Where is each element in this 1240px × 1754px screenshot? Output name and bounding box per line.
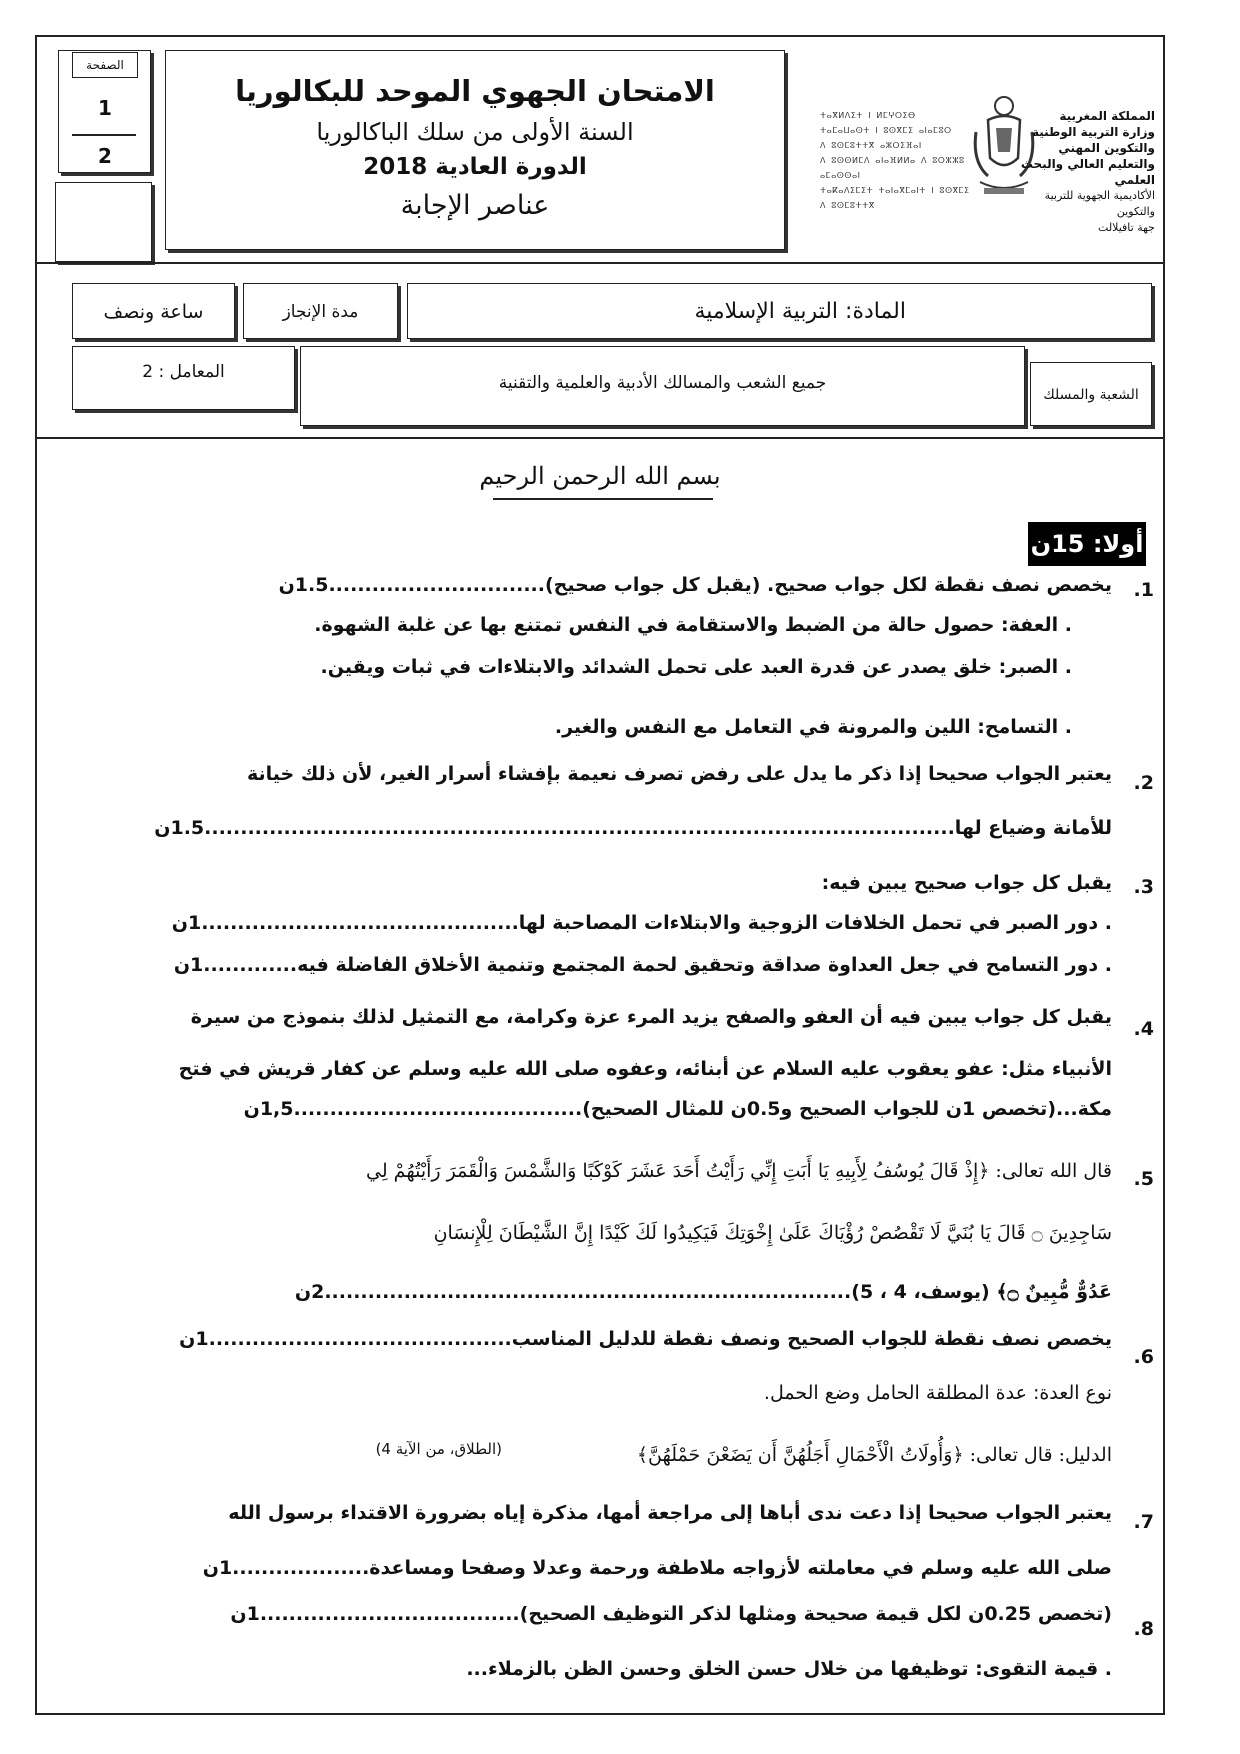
tifinagh-text: ⵜⴰⴳⵍⴷⵉⵜ ⵏ ⵍⵎⵖⵔⵉⴱ ⵜⴰⵎⴰⵡⴰⵙⵜ ⵏ ⵓⵙⴳⵎⵉ ⴰⵏⴰⵎⵓⵔ ⴷ ⵓⵙⵎⵓⵜⵜⴳ ⴰⵣⵔⵉⴼⴰⵏ ⴷ ⵓⵙⵙⵍⵎⴷ ⴰⵏⴰⴼⵍⵍⴰ ⴷ ⵓⵔⵣⵣⵓ ⴰⵎⴰⵙⵙⴰⵏ ⵜⴰⴽⴰⴷⵉⵎⵉⵜ ⵜⴰⵏⴰⴳⵎⴰⵏⵜ ⵏ ⵓⵙⴳⵎⵉ ⴷ ⵓⵙⵎⵓⵜⵜⴳ [820,111,970,210]
section-title: أولا: 15ن [1028,522,1146,566]
q1-item-chastity: . العفة: حصول حالة من الضبط والاستقامة في النفس تمتنع بها عن غلبة الشهوة. [314,614,1072,636]
q4-number: 4. [1133,1018,1154,1040]
duration-value: ساعة ونصف [72,283,235,339]
exam-level: السنة الأولى من سلك الباكالوريا [316,118,634,146]
page-label: الصفحة [72,52,138,78]
q5-verse-1: قال الله تعالى: ﴿إِذْ قَالَ يُوسُفُ لِأَبِيهِ يَا أَبَتِ إِنِّي رَأَيْتُ أَحَدَ عَشَرَ كَوْكَبًا وَالشَّمْسَ وَالْقَمَرَ رَأَيْتُهُمْ لِي [366,1160,1112,1182]
q3-number: 3. [1133,876,1154,898]
q5-number: 5. [1133,1168,1154,1190]
q4-continuation-2: مكة...(تخصص 1ن للجواب الصحيح و0.5ن للمثال الصحيح)........................................1,5ن [243,1098,1112,1120]
q6-main: يخصص نصف نقطة للجواب الصحيح ونصف نقطة للدليل المناسب..........................................1ن [179,1328,1112,1350]
doc-type: عناصر الإجابة [400,190,550,221]
page-divider [72,134,136,136]
q5-verse-2: سَاجِدِينَ ۝ قَالَ يَا بُنَيَّ لَا تَقْصُصْ رُؤْيَاكَ عَلَىٰ إِخْوَتِكَ فَيَكِيدُوا لَكَ كَيْدًا إِنَّ الشَّيْطَانَ لِلْإِنسَانِ [433,1222,1112,1244]
basmala-underline [493,498,713,500]
coefficient: المعامل : 2 [72,346,295,410]
q4-continuation-1: الأنبياء مثل: عفو يعقوب عليه السلام عن أبنائه، وعفوه صلى الله عليه وسلم عن كفار قريش في فتح [178,1058,1112,1080]
exam-title: الامتحان الجهوي الموحد للبكالوريا [235,74,715,108]
code-box [55,182,152,262]
q8-main: (تخصص 0.25ن لكل قيمة صحيحة ومثلها لذكر التوظيف الصحيح)....................................1ن [230,1603,1112,1625]
q3-main: يقبل كل جواب صحيح يبين فيه: [821,872,1112,894]
q1-item-tolerance: . التسامح: اللين والمرونة في التعامل مع النفس والغير. [554,716,1072,738]
q8-number: 8. [1133,1618,1154,1640]
q6-number: 6. [1133,1346,1154,1368]
q3-item-patience: . دور الصبر في تحمل الخلافات الزوجية والابتلاءات المصاحبة لها............................................1ن [171,912,1112,934]
q8-item-piety: . قيمة التقوى: توظيفها من خلال حسن الخلق وحسن الظن بالزملاء... [466,1658,1112,1680]
info-rule [35,437,1165,439]
q7-main: يعتبر الجواب صحيحا إذا دعت ندى أباها إلى مراجعة أمها، مذكرة إياه بضرورة الاقتداء برسول الله [228,1502,1112,1524]
q6-item-evidence: الدليل: قال تعالى: ﴿وَأُولَاتُ الْأَحْمَالِ أَجَلُهُنَّ أَن يَضَعْنَ حَمْلَهُنَّ﴾ [636,1444,1112,1466]
branch-label: الشعبة والمسلك [1030,362,1152,426]
q3-item-tolerance: . دور التسامح في جعل العداوة صداقة وتحقيق لحمة المجتمع وتنمية الأخلاق الفاضلة فيه.............1ن [173,954,1112,976]
branch-value: جميع الشعب والمسالك الأدبية والعلمية والتقنية [300,346,1025,426]
q1-item-patience: . الصبر: خلق يصدر عن قدرة العبد على تحمل الشدائد والابتلاءات في ثبات ويقين. [320,656,1072,678]
q2-main: يعتبر الجواب صحيحا إذا ذكر ما يدل على رفض تصرف نعيمة بإفشاء أسرار الغير، لأن ذلك خيانة [247,763,1112,785]
q7-continuation: صلى الله عليه وسلم في معاملته لأزواجه ملاطفة ورحمة وعدلا وصفحا ومساعدة...................1ن [202,1557,1112,1579]
subject: المادة: التربية الإسلامية [407,283,1152,339]
basmala: بسم الله الرحمن الرحيم [479,462,721,490]
q4-main: يقبل كل جواب يبين فيه أن العفو والصفح يزيد المرء عزة وكرامة، مع التمثيل لذلك بنموذج من سيرة [190,1006,1112,1028]
page-current: 1 [98,96,112,120]
q6-reference: (الطلاق، من الآية 4) [375,1440,502,1458]
ministry-text: المملكة المغربية وزارة التربية الوطنية والتكوين المهني والتعليم العالي والبحث العلمي الأكاديمية الجهوية للتربية والتكوين جهة تافيلالت [1020,109,1155,234]
q1-number: 1. [1133,579,1154,601]
q6-item-type: نوع العدة: عدة المطلقة الحامل وضع الحمل. [763,1382,1112,1404]
duration-label: مدة الإنجاز [243,283,398,339]
header-rule [35,262,1165,264]
q2-continuation: للأمانة وضياع لها........................................................................................................1.5ن [154,817,1112,839]
q2-number: 2. [1133,772,1154,794]
exam-session: الدورة العادية 2018 [363,154,587,180]
q1-main: يخصص نصف نقطة لكل جواب صحيح. (يقبل كل جواب صحيح)..............................1.5ن [278,574,1112,596]
page-total: 2 [98,144,112,168]
q5-verse-3: عَدُوٌّ مُّبِينٌ ۝﴾ (يوسف، 4 ، 5).........................................................................2ن [294,1281,1112,1303]
q7-number: 7. [1133,1511,1154,1533]
